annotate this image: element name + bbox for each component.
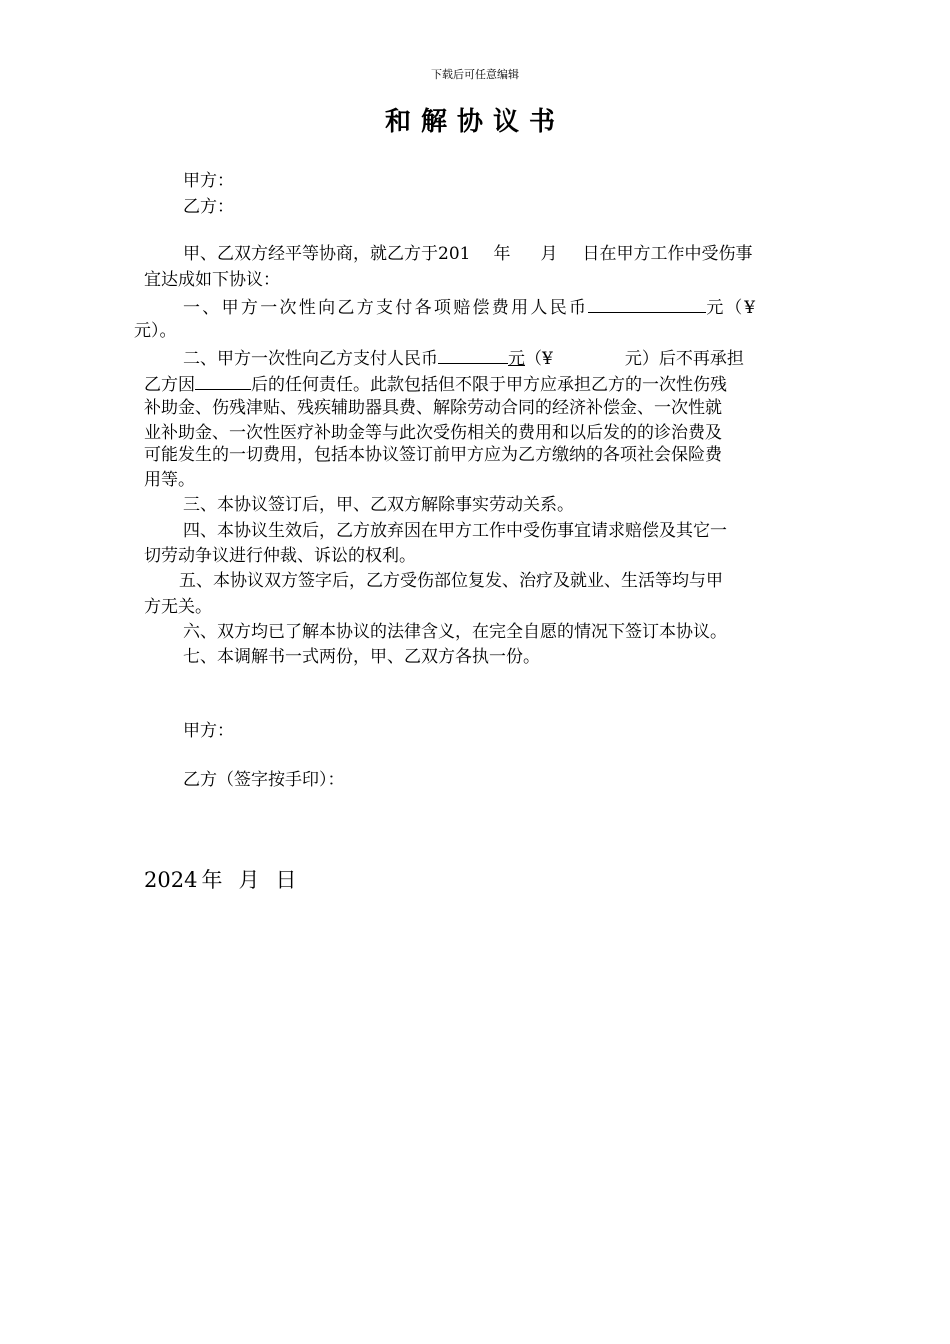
document-title: 和解协议书 <box>384 107 565 137</box>
party-b-label: 乙方： <box>183 197 234 217</box>
clause-1-line-1 <box>183 294 807 319</box>
date-day-unit: 日 <box>275 868 297 892</box>
clause-2-text-a: 二、甲方一次性向乙方支付人民币 <box>183 349 438 369</box>
clause-2-yuan: 元 <box>508 349 525 369</box>
sign-date <box>144 864 296 894</box>
intro-year-unit: 年 <box>493 244 511 264</box>
clause-6: 六、双方均已了解本协议的法律含义，在完全自愿的情况下签订本协议。 <box>183 622 727 642</box>
clause-2-cause-blank <box>195 371 251 390</box>
clause-2-text-l2b: 后的任何责任。此款包括但不限于甲方应承担乙方的一次性伤残 <box>251 375 727 395</box>
clause-2-line-5: 可能发生的一切费用，包括本协议签订前甲方应为乙方缴纳的各项社会保险费 <box>144 445 722 465</box>
clause-3: 三、本协议签订后，甲、乙双方解除事实劳动关系。 <box>183 495 574 515</box>
clause-1-amount-blank <box>588 294 706 313</box>
clause-1-text-a: 一、甲方一次性向乙方支付各项赔偿费用人民币 <box>183 298 589 318</box>
clause-2-amount-blank <box>438 345 508 364</box>
clause-2-line-3: 补助金、伤残津贴、残疾辅助器具费、解除劳动合同的经济补偿金、一次性就 <box>144 398 722 418</box>
signature-party-b: 乙方（签字按手印）： <box>183 770 345 790</box>
party-a-label: 甲方： <box>183 171 234 191</box>
intro-year: 201 <box>438 244 471 264</box>
date-year-unit: 年 <box>201 868 223 892</box>
date-year: 2024 <box>144 868 198 892</box>
signature-party-a: 甲方： <box>183 721 234 741</box>
date-month-unit: 月 <box>238 868 260 892</box>
clause-4-line-1: 四、本协议生效后，乙方放弃因在甲方工作中受伤事宜请求赔偿及其它一 <box>183 521 727 541</box>
clause-5-line-2: 方无关。 <box>144 597 212 617</box>
clause-2-line-4: 业补助金、一次性医疗补助金等与此次受伤相关的费用和以后发的的诊治费及 <box>144 423 722 443</box>
clause-2-text-l2a: 乙方因 <box>144 375 195 395</box>
header-note: 下载后可任意编辑 <box>431 68 519 81</box>
clause-7: 七、本调解书一式两份，甲、乙双方各执一份。 <box>183 647 540 667</box>
clause-1-line-2: 元）。 <box>134 321 177 341</box>
clause-1-text-b: 元（¥ <box>706 298 758 318</box>
intro-line-2: 宜达成如下协议： <box>144 270 280 290</box>
clause-2-text-b: （¥ <box>525 349 553 369</box>
clause-2-line-2 <box>144 371 727 396</box>
intro-text-a: 甲、乙双方经平等协商，就乙方于 <box>183 244 438 264</box>
clause-4-line-2: 切劳动争议进行仲裁、诉讼的权利。 <box>144 546 416 566</box>
clause-5-line-1: 五、本协议双方签字后，乙方受伤部位复发、治疗及就业、生活等均与甲 <box>179 571 723 591</box>
clause-2-line-6: 用等。 <box>144 470 195 490</box>
clause-2-text-c: 元）后不再承担 <box>624 349 744 369</box>
intro-month-unit: 月 <box>540 244 558 264</box>
clause-2-line-1 <box>183 345 744 370</box>
intro-text-d: 日在甲方工作中受伤事 <box>582 244 753 264</box>
intro-line-1 <box>183 243 752 265</box>
